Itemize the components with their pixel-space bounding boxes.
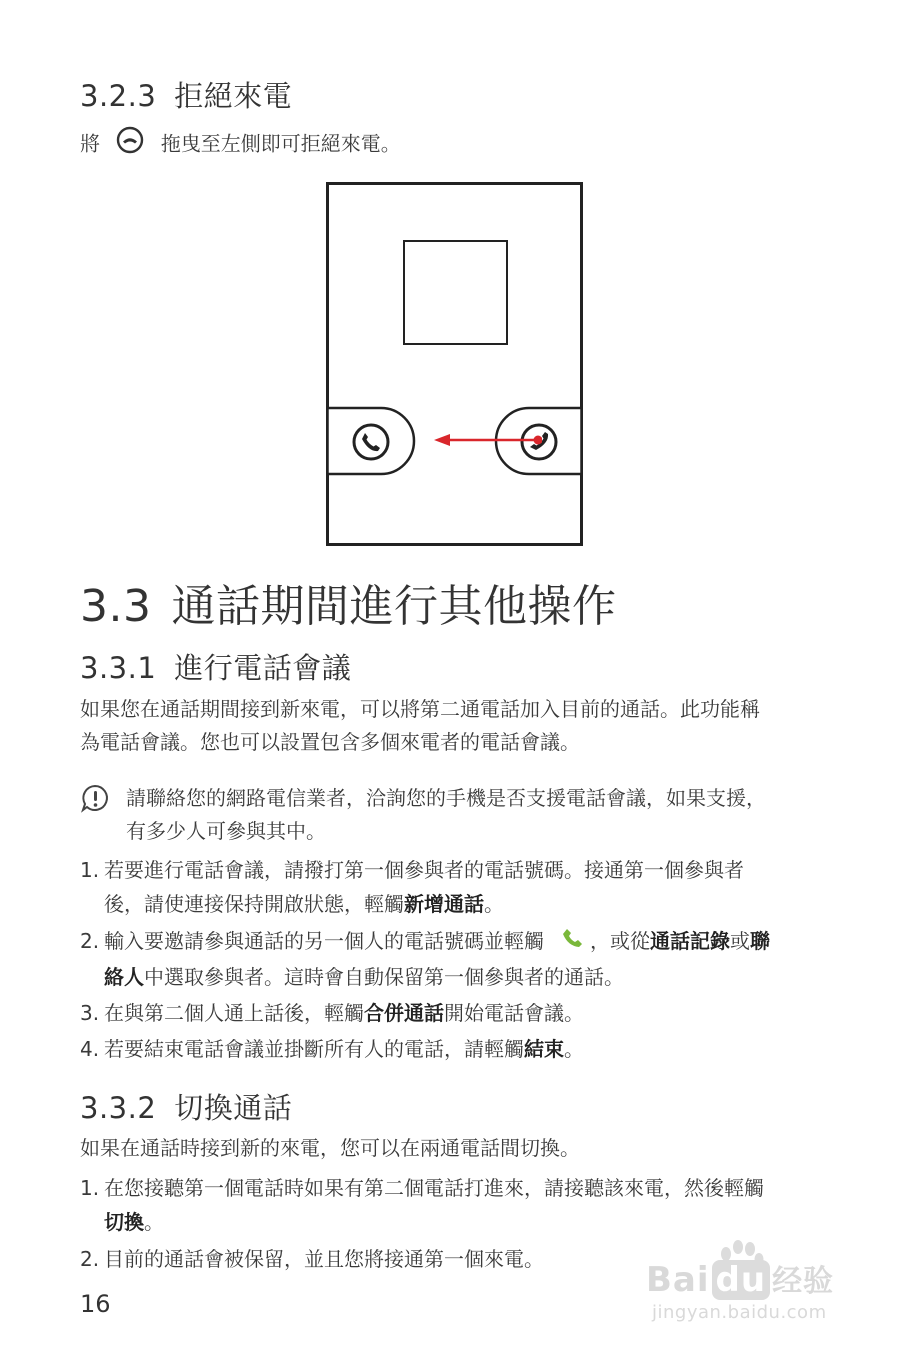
note-text xyxy=(126,782,846,848)
green-call-icon xyxy=(560,926,584,960)
ui-term: 合併通話 xyxy=(364,1001,444,1025)
list-item xyxy=(80,996,825,1030)
item-text: 若要進行電話會議，請撥打第一個參與者的電話號碼。接通第一個參與者 xyxy=(104,858,744,882)
item-text: 中選取參與者。這時會自動保留第一個參與者的通話。 xyxy=(144,964,624,989)
intro-paragraph: 如果在通話時接到新的來電，您可以在兩通電話間切換。 xyxy=(80,1136,580,1160)
item-number: 2. xyxy=(80,1247,100,1271)
instruction-text-before: 將 xyxy=(80,131,100,156)
item-text: 目前的通話會被保留，並且您將接通第一個來電。 xyxy=(104,1247,544,1271)
ui-term: 絡人 xyxy=(104,964,144,989)
watermark-cn: 经验 xyxy=(772,1264,835,1299)
section-number: 3.3.2 xyxy=(80,1091,157,1125)
item-text: 。 xyxy=(564,1037,584,1061)
ui-term: 新增通話 xyxy=(404,892,484,916)
drag-arrow xyxy=(434,432,542,451)
answer-phone-icon xyxy=(351,422,391,466)
ui-term: 切換 xyxy=(104,1210,144,1234)
item-text: 後，請使連接保持開啟狀態，輕觸 xyxy=(104,892,404,916)
item-number: 1. xyxy=(80,1176,100,1200)
item-text: 在與第二個人通上話後，輕觸 xyxy=(104,1001,364,1025)
section-heading-3-2-3 xyxy=(80,74,292,115)
ui-term: 結束 xyxy=(524,1037,564,1061)
item-text: 。 xyxy=(484,892,504,916)
warning-icon xyxy=(80,783,112,817)
item-number: 2. xyxy=(80,929,100,953)
item-text: 在您接聽第一個電話時如果有第二個電話打進來，請接聽該來電，然後輕觸 xyxy=(104,1176,764,1200)
list-item xyxy=(80,1032,825,1066)
reject-instruction xyxy=(80,126,401,164)
section-heading-3-3 xyxy=(80,570,616,634)
section-title: 進行電話會議 xyxy=(174,651,352,685)
section-title: 通話期間進行其他操作 xyxy=(171,581,617,632)
item-text: 若要結束電話會議並掛斷所有人的電話，請輕觸 xyxy=(104,1037,524,1061)
watermark-brand: Bai xyxy=(646,1260,710,1300)
section-title: 切換通話 xyxy=(174,1091,293,1125)
ui-term: 通話記錄 xyxy=(650,929,730,953)
paragraph-line: 如果您在通話期間接到新來電，可以將第二通電話加入目前的通話。此功能稱 xyxy=(80,697,760,721)
section-title: 拒絕來電 xyxy=(174,79,293,113)
section-heading-3-3-2 xyxy=(80,1086,292,1127)
item-text: ，或從 xyxy=(590,929,650,953)
ui-term: 聯 xyxy=(750,929,770,953)
paragraph-line: 為電話會議。您也可以設置包含多個來電者的電話會議。 xyxy=(80,730,580,754)
item-text: 或 xyxy=(730,929,750,953)
item-number: 4. xyxy=(80,1037,100,1061)
item-number: 1. xyxy=(80,858,100,882)
section-number: 3.3.1 xyxy=(80,651,157,685)
reject-phone-icon xyxy=(116,126,144,164)
note-line: 請聯絡您的網路電信業者，洽詢您的手機是否支援電話會議，如果支援， xyxy=(126,786,766,810)
section-heading-3-3-1 xyxy=(80,646,351,687)
watermark-url: jingyan.baidu.com xyxy=(652,1302,827,1323)
item-text: 開始電話會議。 xyxy=(444,1001,584,1025)
item-text: 輸入要邀請參與通話的另一個人的電話號碼並輕觸 xyxy=(104,929,544,953)
list-item xyxy=(80,924,840,994)
list-item xyxy=(80,1171,825,1239)
intro-paragraph xyxy=(80,693,840,759)
phone-illustration xyxy=(326,182,584,552)
instruction-text-after: 拖曳至左側即可拒絕來電。 xyxy=(160,131,401,156)
list-item xyxy=(80,853,825,921)
page-number: 16 xyxy=(80,1290,111,1318)
section-number: 3.3 xyxy=(80,581,152,632)
item-number: 3. xyxy=(80,1001,100,1025)
note-line: 有多少人可參與其中。 xyxy=(126,819,326,843)
section-number: 3.2.3 xyxy=(80,79,157,113)
baidu-watermark xyxy=(646,1240,876,1330)
item-text: 。 xyxy=(144,1210,164,1234)
watermark-brand-mid: du xyxy=(712,1260,771,1300)
